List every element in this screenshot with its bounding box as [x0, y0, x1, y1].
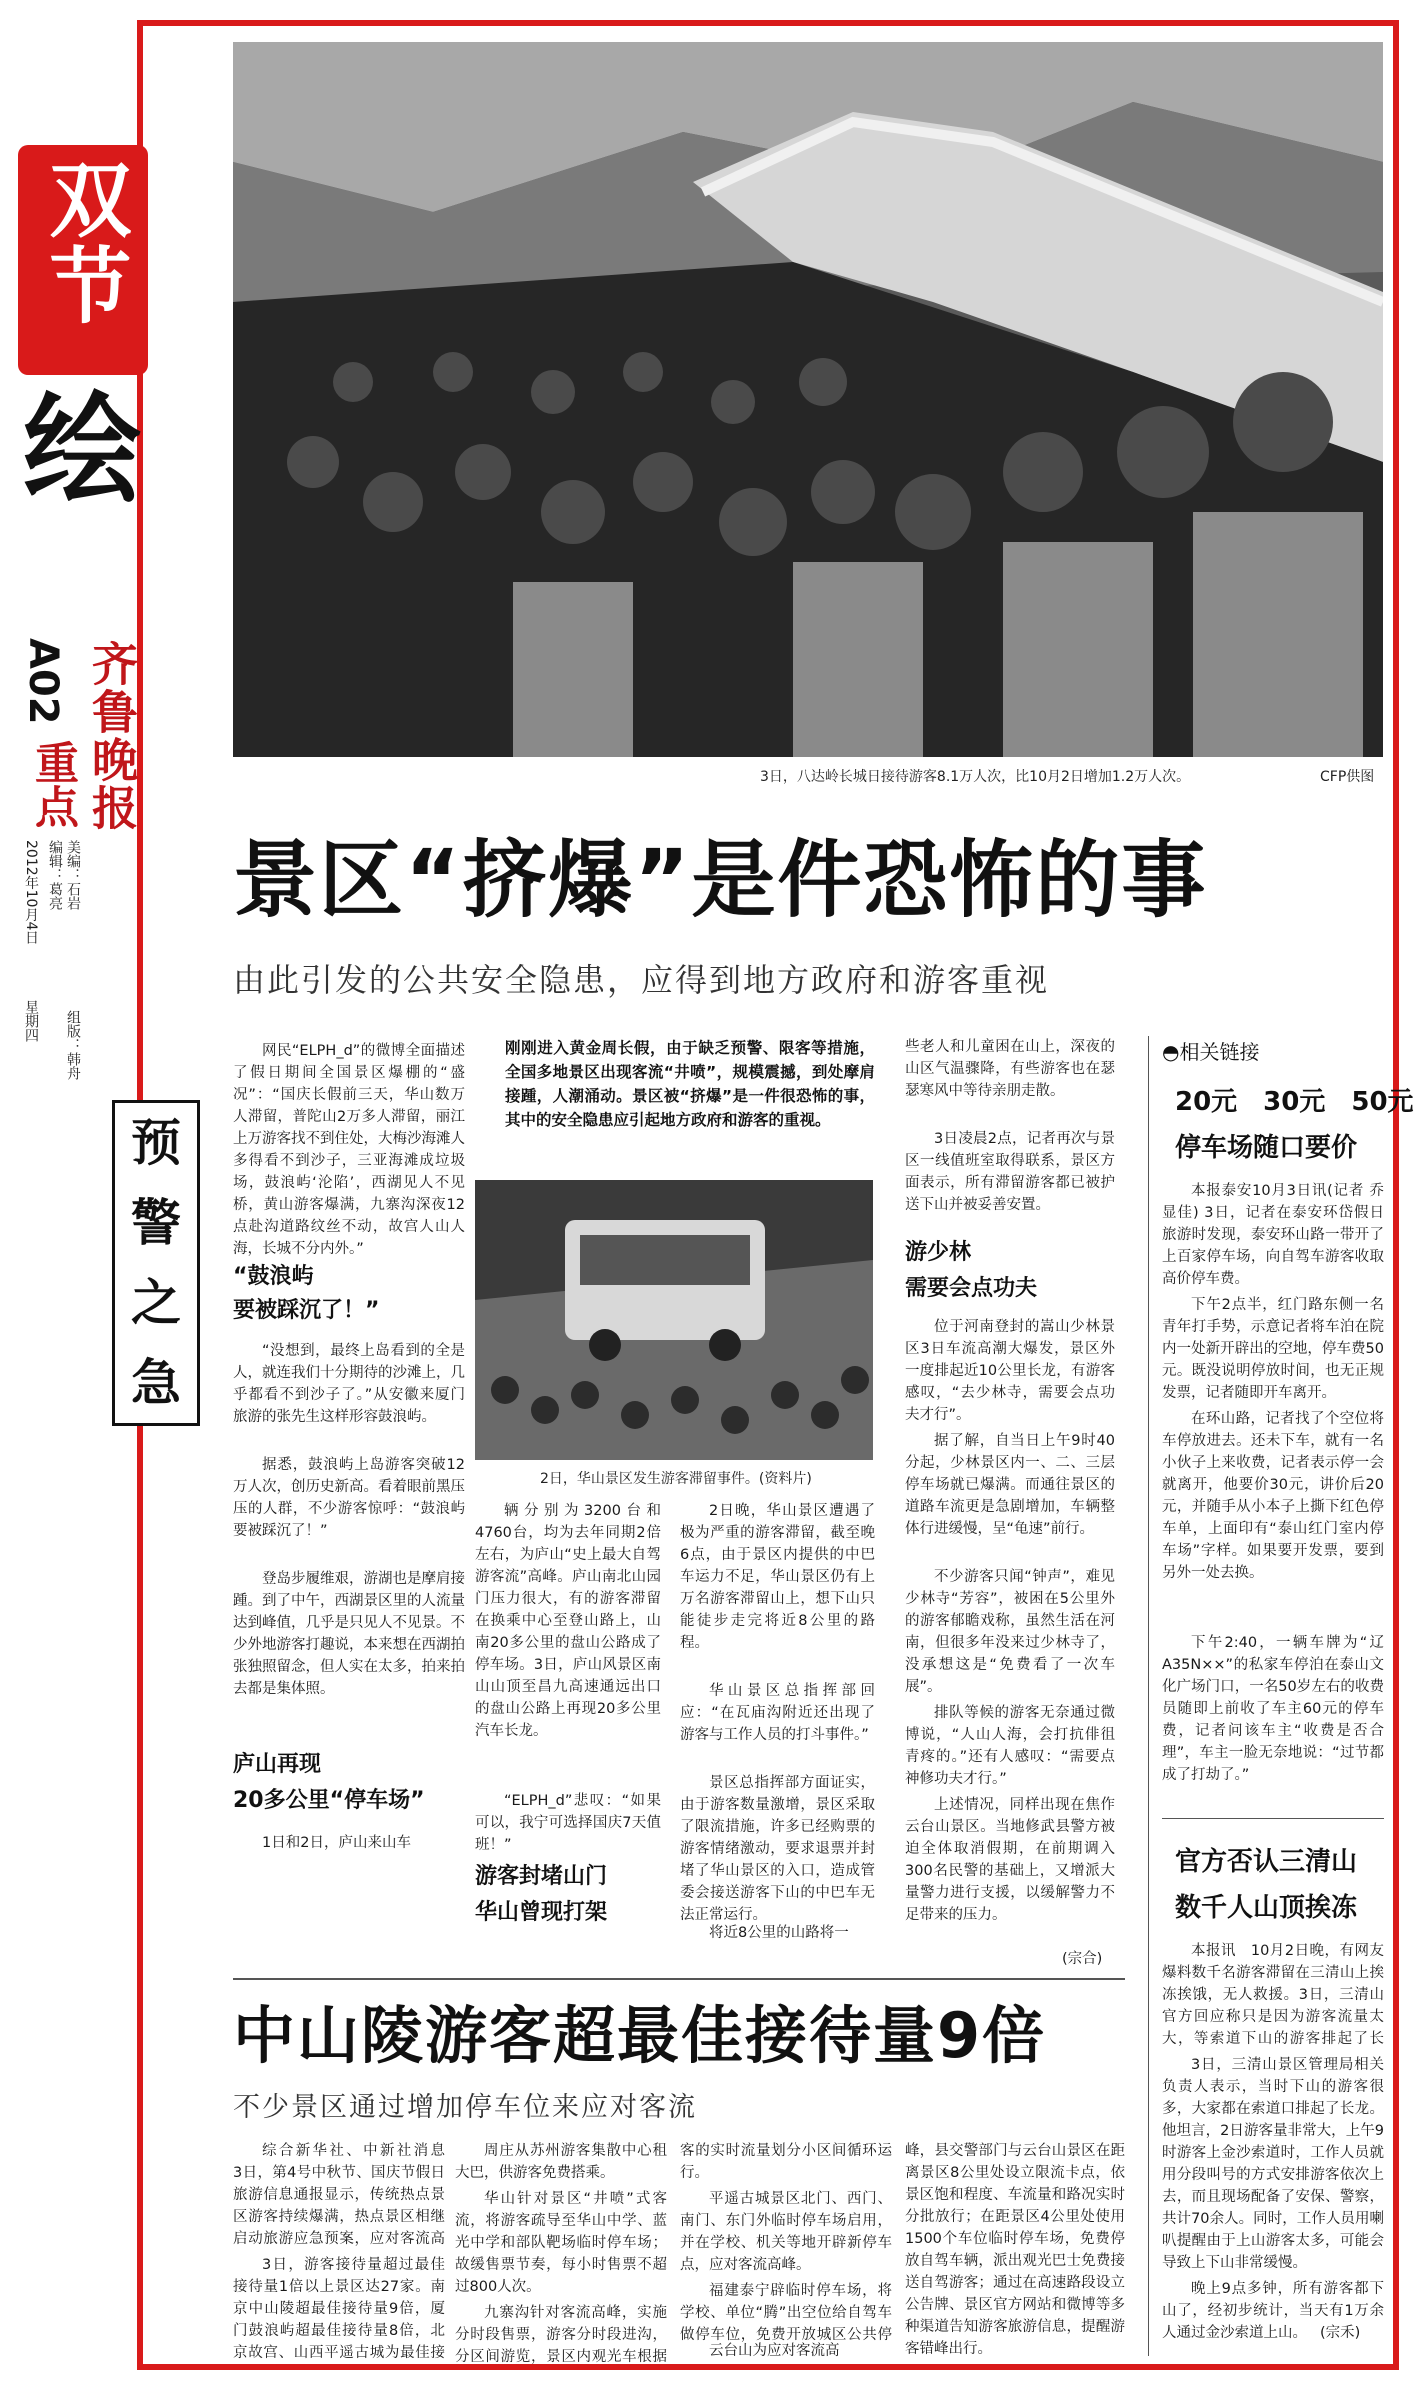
- story1-col4-p7: 上述情况，同样出现在焦作云台山景区。当地修武县警方被迫全体取消假期，在前期调入300名民警的基础上，又增派大量警力进行支援，以缓解警力不足带来的压力。: [905, 1797, 1115, 1923]
- story1-headline: 景区“挤爆”是件恐怖的事: [233, 831, 1208, 929]
- designer-credit: 美编：石岩: [65, 840, 81, 910]
- story2-col3-p2: 平遥古城景区北门、西门、南门、东门外临时停车场启用，并在学校、机关等地开辟新停车点，应对客流高峰。: [680, 2191, 892, 2273]
- sidebar-b-p2: 3日，三清山景区管理局相关负责人表示，当时下山的游客很多，大家都在索道口排起了长龙。他坦言，2日游客量非常大，上午9时游客上金沙索道时，工作人员就用分段叫号的方式安排游客依次上去，而且现场配备了安保、警察，共计70余人。同时，工作人员用喇叭提醒由于上山游客太多，可能会导致上下山非常缓慢。: [1162, 2057, 1384, 2271]
- story2-col1-p2: 3日，游客接待量超过最佳接待量1倍以上景区达27家。南京中山陵超最佳接待量9倍，厦门鼓浪屿超最佳接待量8倍，北京故宫、山西平遥古城为最佳接: [233, 2257, 445, 2361]
- story1-signature: (宗合): [1062, 1951, 1103, 1967]
- story2-col3-p4: 云台山为应对客流高: [709, 2343, 840, 2359]
- editor-credit: 编辑：葛亮: [47, 840, 63, 910]
- story1-col1-p3: 据悉，鼓浪屿上岛游客突破12万人次，创历史新高。看着眼前黑压压的人群，不少游客惊呼：“鼓浪屿要被踩沉了！”: [233, 1457, 465, 1539]
- sidebar-a-title-1: 20元 30元 50元: [1175, 1087, 1414, 1117]
- story1-col4-p2: 3日凌晨2点，记者再次与景区一线值班室取得联系，景区方面表示，所有滞留游客都已被护送下山并被妥善安置。: [905, 1131, 1115, 1213]
- related-link-label: 相关链接: [1179, 1040, 1260, 1064]
- issue-date: 2012年10月4日: [23, 840, 39, 945]
- story2-col2-p3: 九寨沟针对客流高峰，实施分时段售票，游客分时段进沟，分区间游览，景区内观光车根据: [455, 2305, 667, 2365]
- story2-col2-p1: 周庄从苏州游客集散中心租大巴，供游客免费搭乘。: [455, 2143, 667, 2181]
- story-divider: [233, 1978, 1125, 1980]
- story1-col3-p1: 2日晚，华山景区遭遇了极为严重的游客滞留，截至晚6点，由于景区内提供的中巴车运力不足，华山景区仍有上万名游客滞留山上，想下山只能徒步走完将近8公里的路程。: [680, 1503, 875, 1651]
- link-icon: ◓: [1162, 1040, 1180, 1064]
- story1-col1-p5: 1日和2日，庐山来山车: [262, 1835, 411, 1851]
- story1-subhead-huashan-1: 游客封堵山门: [475, 1864, 608, 1889]
- sidebar-a-p1: 本报泰安10月3日讯(记者 乔显佳) 3日，记者在泰安环岱假日旅游时发现，泰安环山路一带开了上百家停车场，向自驾车游客收取高价停车费。: [1162, 1183, 1384, 1287]
- newspaper-name: 齐鲁晚报: [85, 640, 139, 832]
- story1-col2-p1: 辆分别为3200台和4760台，均为去年同期2倍左右，为庐山“史上最大自驾游客流”高峰。庐山南北山园门压力很大，有的游客滞留在换乘中心至登山路上，山南20多公里的盘山公路成了停车场。3日，庐山风景区南山山顶至昌九高速通远出口的盘山公路上再现20多公里汽车长龙。: [475, 1503, 661, 1739]
- story1-col3-p3: 景区总指挥部方面证实，由于游客数量激增，景区采取了限流措施，许多已经购票的游客情绪激动，要求退票并封堵了华山景区的入口，造成管委会接送游客下山的中巴车无法正常运行。: [680, 1775, 875, 1923]
- warning-char: 预: [131, 1114, 181, 1172]
- page-border-bottom: [137, 2364, 1399, 2370]
- story2-col3-p3: 福建泰宁辟临时停车场，将学校、单位“腾”出空位给自驾车做停车位，免费开放城区公共停: [680, 2283, 892, 2343]
- photo-credit: CFP供图: [1320, 769, 1375, 785]
- warning-label-box: [112, 1100, 200, 1426]
- warning-char: 急: [131, 1354, 181, 1412]
- story1-col1-p2: “没想到，最终上岛看到的全是人，就连我们十分期待的沙滩上，几乎都看不到沙子了。”从安徽来厦门旅游的张先生这样形容鼓浪屿。: [233, 1343, 465, 1425]
- story1-lead: 刚刚进入黄金周长假，由于缺乏预警、限客等措施，全国多地景区出现客流“井喷”，规模震撼，到处摩肩接踵，人潮涌动。景区被“挤爆”是一件很恐怖的事，其中的安全隐患应引起地方政府和游客的重视。: [505, 1039, 875, 1129]
- story1-subheadline: 由此引发的公共安全隐患，应得到地方政府和游客重视: [233, 961, 1050, 999]
- page-number: A02: [20, 638, 66, 725]
- great-wall-crowd-photo: [233, 42, 1383, 757]
- story1-col3-p2: 华山景区总指挥部回应：“在瓦庙沟附近还出现了游客与工作人员的打斗事件。”: [680, 1683, 875, 1743]
- page-border-right: [1393, 20, 1399, 2370]
- small-photo-caption: 2日，华山景区发生游客滞留事件。(资料片): [540, 1471, 812, 1487]
- warning-char: 警: [131, 1194, 181, 1252]
- proofreader-credit: 组版：韩舟: [65, 1010, 81, 1080]
- sidebar-b-signature: (宗禾): [1320, 2325, 1361, 2341]
- story1-col1-p4: 登岛步履维艰，游湖也是摩肩接踵。到了中午，西湖景区里的人流量达到峰值，几乎是只见人不见景。不少外地游客打趣说，本来想在西湖拍张独照留念，但人实在太多，拍来拍去都是集体照。: [233, 1571, 465, 1697]
- sidebar-b-title-2: 数千人山顶挨冻: [1175, 1893, 1358, 1923]
- story2-headline: 中山陵游客超最佳接待量9倍: [233, 1999, 1047, 2072]
- sidebar-a-p4: 下午2:40，一辆车牌为“辽A35N××”的私家车停泊在泰山文化广场门口，一名50岁左右的收费员随即上前收了车主60元的停车费，记者问该车主“收费是否合理”，车主一脸无奈地说：“过节都成了打劫了。”: [1162, 1635, 1384, 1783]
- sidebar-b-p3: 晚上9点多钟，所有游客都下山了，经初步统计，当天有1万余人通过金沙索道上山。: [1162, 2281, 1384, 2341]
- column-logo-brush: 绘: [22, 380, 141, 519]
- story1-col2-p2: “ELPH_d”悲叹：“如果可以，我宁可选择国庆7天值班！”: [475, 1793, 661, 1853]
- story1-subhead-gulangyu-2: 要被踩沉了！”: [233, 1298, 380, 1323]
- story2-col1-p1: 综合新华社、中新社消息 3日，第4号中秋节、国庆节假日旅游信息通报显示，传统热点景区游客持续爆满，热点景区相继启动旅游应急预案，应对客流高: [233, 2143, 445, 2247]
- story1-subhead-lushan-1: 庐山再现: [233, 1752, 322, 1777]
- story1-subhead-gulangyu-1: “鼓浪屿: [233, 1264, 314, 1289]
- sidebar-a-title-2: 停车场随口要价: [1175, 1133, 1358, 1163]
- story1-subhead-huashan-2: 华山曾现打架: [475, 1900, 608, 1925]
- story1-col4-p3: 位于河南登封的嵩山少林景区3日车流高潮大爆发，景区外一度排起近10公里长龙，有游客感叹，“去少林寺，需要会点功夫才行”。: [905, 1319, 1115, 1423]
- story2-col3-p1: 客的实时流量划分小区间循环运行。: [680, 2143, 892, 2181]
- issue-weekday: 星期四: [23, 1000, 39, 1042]
- story1-col4-p6: 排队等候的游客无奈通过微博说，“人山人海，会打抗俳徂青疼的。”还有人感叹：“需要点神修功夫才行。”: [905, 1705, 1115, 1787]
- story1-subhead-lushan-2: 20多公里“停车场”: [233, 1788, 425, 1813]
- sidebar-a-p2: 下午2点半，红门路东侧一名青年打手势，示意记者将车泊在院内一处新开辟出的空地，停车费50元。既没说明停放时间，也无正规发票，记者随即开车离开。: [1162, 1297, 1384, 1401]
- story1-col3-p4: 将近8公里的山路将一: [709, 1925, 849, 1941]
- huashan-stranded-photo: [475, 1180, 873, 1460]
- sidebar-b-p1: 本报讯 10月2日晚，有网友爆料数千名游客滞留在三清山上挨冻挨饿，无人救援。3日，三清山官方回应称只是因为游客流量太大，等索道下山的游客排起了长: [1162, 1943, 1384, 2047]
- column-logo-red: 双节: [18, 145, 148, 375]
- sidebar-rule: [1148, 1036, 1149, 2356]
- story1-col1-p1: 网民“ELPH_d”的微博全面描述了假日期间全国景区爆棚的“盛况”：“国庆长假前三天，华山数万人滞留，普陀山2万多人滞留，丽江上万游客找不到住处，大梅沙海滩人多得看不到沙子，三亚海滩成垃圾场，鼓浪屿‘沦陷’，西湖见人不见桥，黄山游客爆满，九寨沟深夜12点赴沟道路纹丝不动，故宫人山人海，长城不分内外。”: [233, 1043, 465, 1256]
- story2-subheadline: 不少景区通过增加停车位来应对客流: [233, 2092, 697, 2123]
- story2-col4-p1: 峰，县交警部门与云台山景区在距离景区8公里处设立限流卡点，依景区饱和程度、车流量和路况实时分批放行；在距景区4公里处使用1500个车位临时停车场，免费停放自驾车辆，派出观光巴士免费接送自驾游客；通过在高速路段设立公告牌、景区官方网站和微博等多种渠道告知游客旅游信息，提醒游客错峰出行。: [905, 2143, 1125, 2357]
- related-link-header: [1162, 1036, 1259, 1065]
- page-border-top: [137, 20, 1399, 26]
- sidebar-a-p3: 在环山路，记者找了个空位将车停放进去。还未下车，就有一名小伙子上来收费，记者表示停一会就离开，他要价30元，讲价后20元，并随手从小本子上撕下红色停车单，上面印有“泰山红门室内停车场”字样。如果要开发票，要到另外一处去换。: [1162, 1411, 1384, 1581]
- story2-col2-p2: 华山针对景区“井喷”式客流，将游客疏导至华山中学、蓝光中学和部队靶场临时停车场；故缓售票节奏，每小时售票不超过800人次。: [455, 2191, 667, 2295]
- story1-subhead-shaolin-2: 需要会点功夫: [905, 1276, 1038, 1301]
- photo-caption: 3日，八达岭长城日接待游客8.1万人次，比10月2日增加1.2万人次。: [760, 769, 1191, 785]
- sidebar-divider: [1162, 1818, 1384, 1819]
- warning-char: 之: [131, 1274, 181, 1332]
- sidebar-b-title-1: 官方否认三清山: [1175, 1847, 1358, 1877]
- story1-col4-p5: 不少游客只闻“钟声”，难见少林寺“芳容”，被困在5公里外的游客郁瞻戏称，虽然生活在河南，但很多年没来过少林寺了，没承想这是“免费看了一次车展”。: [905, 1569, 1115, 1695]
- story1-col4-p4: 据了解，自当日上午9时40分起，少林景区内一、二、三层停车场就已爆满。而通往景区的道路车流更是急剧增加，车辆整体行进缓慢，呈“龟速”前行。: [905, 1433, 1115, 1537]
- section-label: 重点: [27, 740, 78, 828]
- story1-subhead-shaolin-1: 游少林: [905, 1240, 972, 1265]
- story1-col4-p1: 些老人和儿童困在山上，深夜的山区气温骤降，有些游客也在瑟瑟寒风中等待亲朋走散。: [905, 1039, 1115, 1099]
